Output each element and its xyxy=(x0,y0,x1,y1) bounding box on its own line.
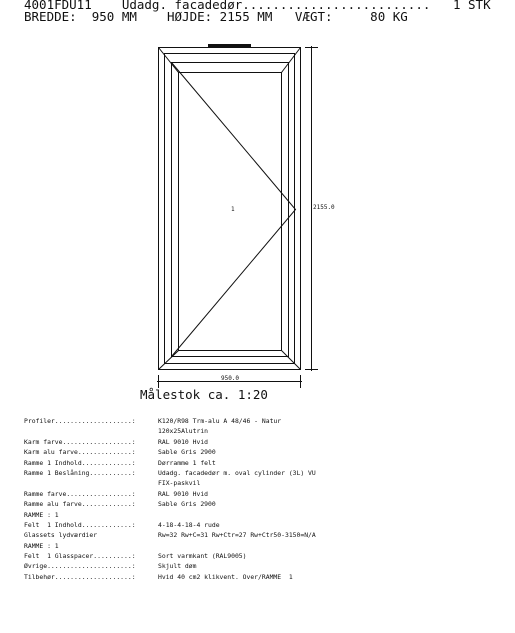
spec-row xyxy=(24,447,316,457)
spec-spacer xyxy=(24,541,158,551)
frame-inner-edge xyxy=(165,54,295,364)
spec-label: Ramme alu farve.............: xyxy=(24,500,136,509)
spec-value: Sable Gris 2900 xyxy=(158,448,216,457)
handle xyxy=(208,44,251,48)
spec-row xyxy=(24,530,316,540)
spec-label: Felt 1 Indhold.............: xyxy=(24,520,136,529)
spec-row xyxy=(24,541,316,551)
spec-label: Felt 1 Glasspacer..........: xyxy=(24,552,136,561)
spec-value: K120/R98 Trm-alu A 48/46 - Natur xyxy=(158,417,282,425)
spec-spacer xyxy=(24,520,158,530)
spec-label: Karm farve..................: xyxy=(24,437,136,446)
spec-value: RAL 9010 Hvid xyxy=(158,437,209,446)
spec-value: Skjult døm xyxy=(158,562,197,571)
spec-spacer xyxy=(24,551,158,561)
spec-value: Sable Gris 2900 xyxy=(158,500,216,509)
spec-label: Ramme farve.................: xyxy=(24,489,136,498)
spec-spacer xyxy=(24,510,158,520)
spec-spacer xyxy=(24,437,158,447)
spec-spacer xyxy=(24,572,158,582)
width-dimension-label: 950.0 xyxy=(220,375,240,382)
spec-row xyxy=(24,416,316,426)
spec-value: Dørramme 1 felt xyxy=(158,458,216,467)
spec-value: RAL 9010 Hvid xyxy=(158,489,209,498)
spec-spacer xyxy=(24,468,158,478)
spec-spacer xyxy=(24,447,158,457)
spec-value: 120x25Alutrin xyxy=(158,427,209,436)
spec-label: Tilbehør....................: xyxy=(24,572,136,581)
spec-spacer xyxy=(24,561,158,571)
spec-value: Rw=32 Rw+C=31 Rw+Ctr=27 Rw+Ctr50-3150=N/A xyxy=(158,531,316,540)
spec-label: Ramme 1 Beslåning...........: xyxy=(24,468,136,477)
spec-row xyxy=(24,561,316,571)
spec-spacer xyxy=(24,416,158,426)
spec-row xyxy=(24,478,316,488)
sash-outer xyxy=(172,63,289,357)
spec-row xyxy=(24,510,316,520)
spec-spacer xyxy=(24,530,158,540)
spec-row xyxy=(24,468,316,478)
spec-row xyxy=(24,551,316,561)
spec-row xyxy=(24,437,316,447)
scale-label: Målestok ca. 1:20 xyxy=(140,387,268,402)
spec-list xyxy=(24,416,316,582)
spec-row xyxy=(24,489,316,499)
spec-value: Sort varmkant (RAL9005) xyxy=(158,552,247,561)
spec-value: FIX-paskvil xyxy=(158,479,201,488)
spec-value: Hvid 40 cm2 klikvent. Over/RAMME 1 xyxy=(158,572,293,581)
dimensions-header-line: BREDDE: 950 MM HØJDE: 2155 MM VÆGT: 80 KG xyxy=(24,9,408,24)
spec-label: Ramme 1 Indhold.............: xyxy=(24,458,136,467)
spec-spacer xyxy=(24,499,158,509)
spec-label: RAMME : 1 xyxy=(24,510,59,519)
spec-value: Udadg. facadedør m. oval cylinder (3L) VU xyxy=(158,468,316,477)
outer-frame xyxy=(159,48,301,370)
spec-spacer xyxy=(24,458,158,468)
sash-inner xyxy=(179,73,282,351)
pane-number: 1 xyxy=(231,206,235,213)
spec-row xyxy=(24,499,316,509)
spec-row xyxy=(24,426,316,436)
spec-label: RAMME : 1 xyxy=(24,541,59,550)
spec-label: Profiler....................: xyxy=(24,417,136,425)
height-dimension-label: 2155.0 xyxy=(313,204,335,211)
spec-row xyxy=(24,520,316,530)
spec-value: 4-18-4-18-4 rude xyxy=(158,520,220,529)
spec-row xyxy=(24,458,316,468)
spec-label: Karm alu farve..............: xyxy=(24,448,136,457)
spec-label: Glassets lydværdier xyxy=(24,531,98,540)
item-header-line: 4001FDU11 Udadg. facadedør......................... 1 STK xyxy=(24,0,491,12)
spec-spacer xyxy=(24,489,158,499)
spec-row xyxy=(24,572,316,582)
spec-label: Øvrige......................: xyxy=(24,562,136,571)
